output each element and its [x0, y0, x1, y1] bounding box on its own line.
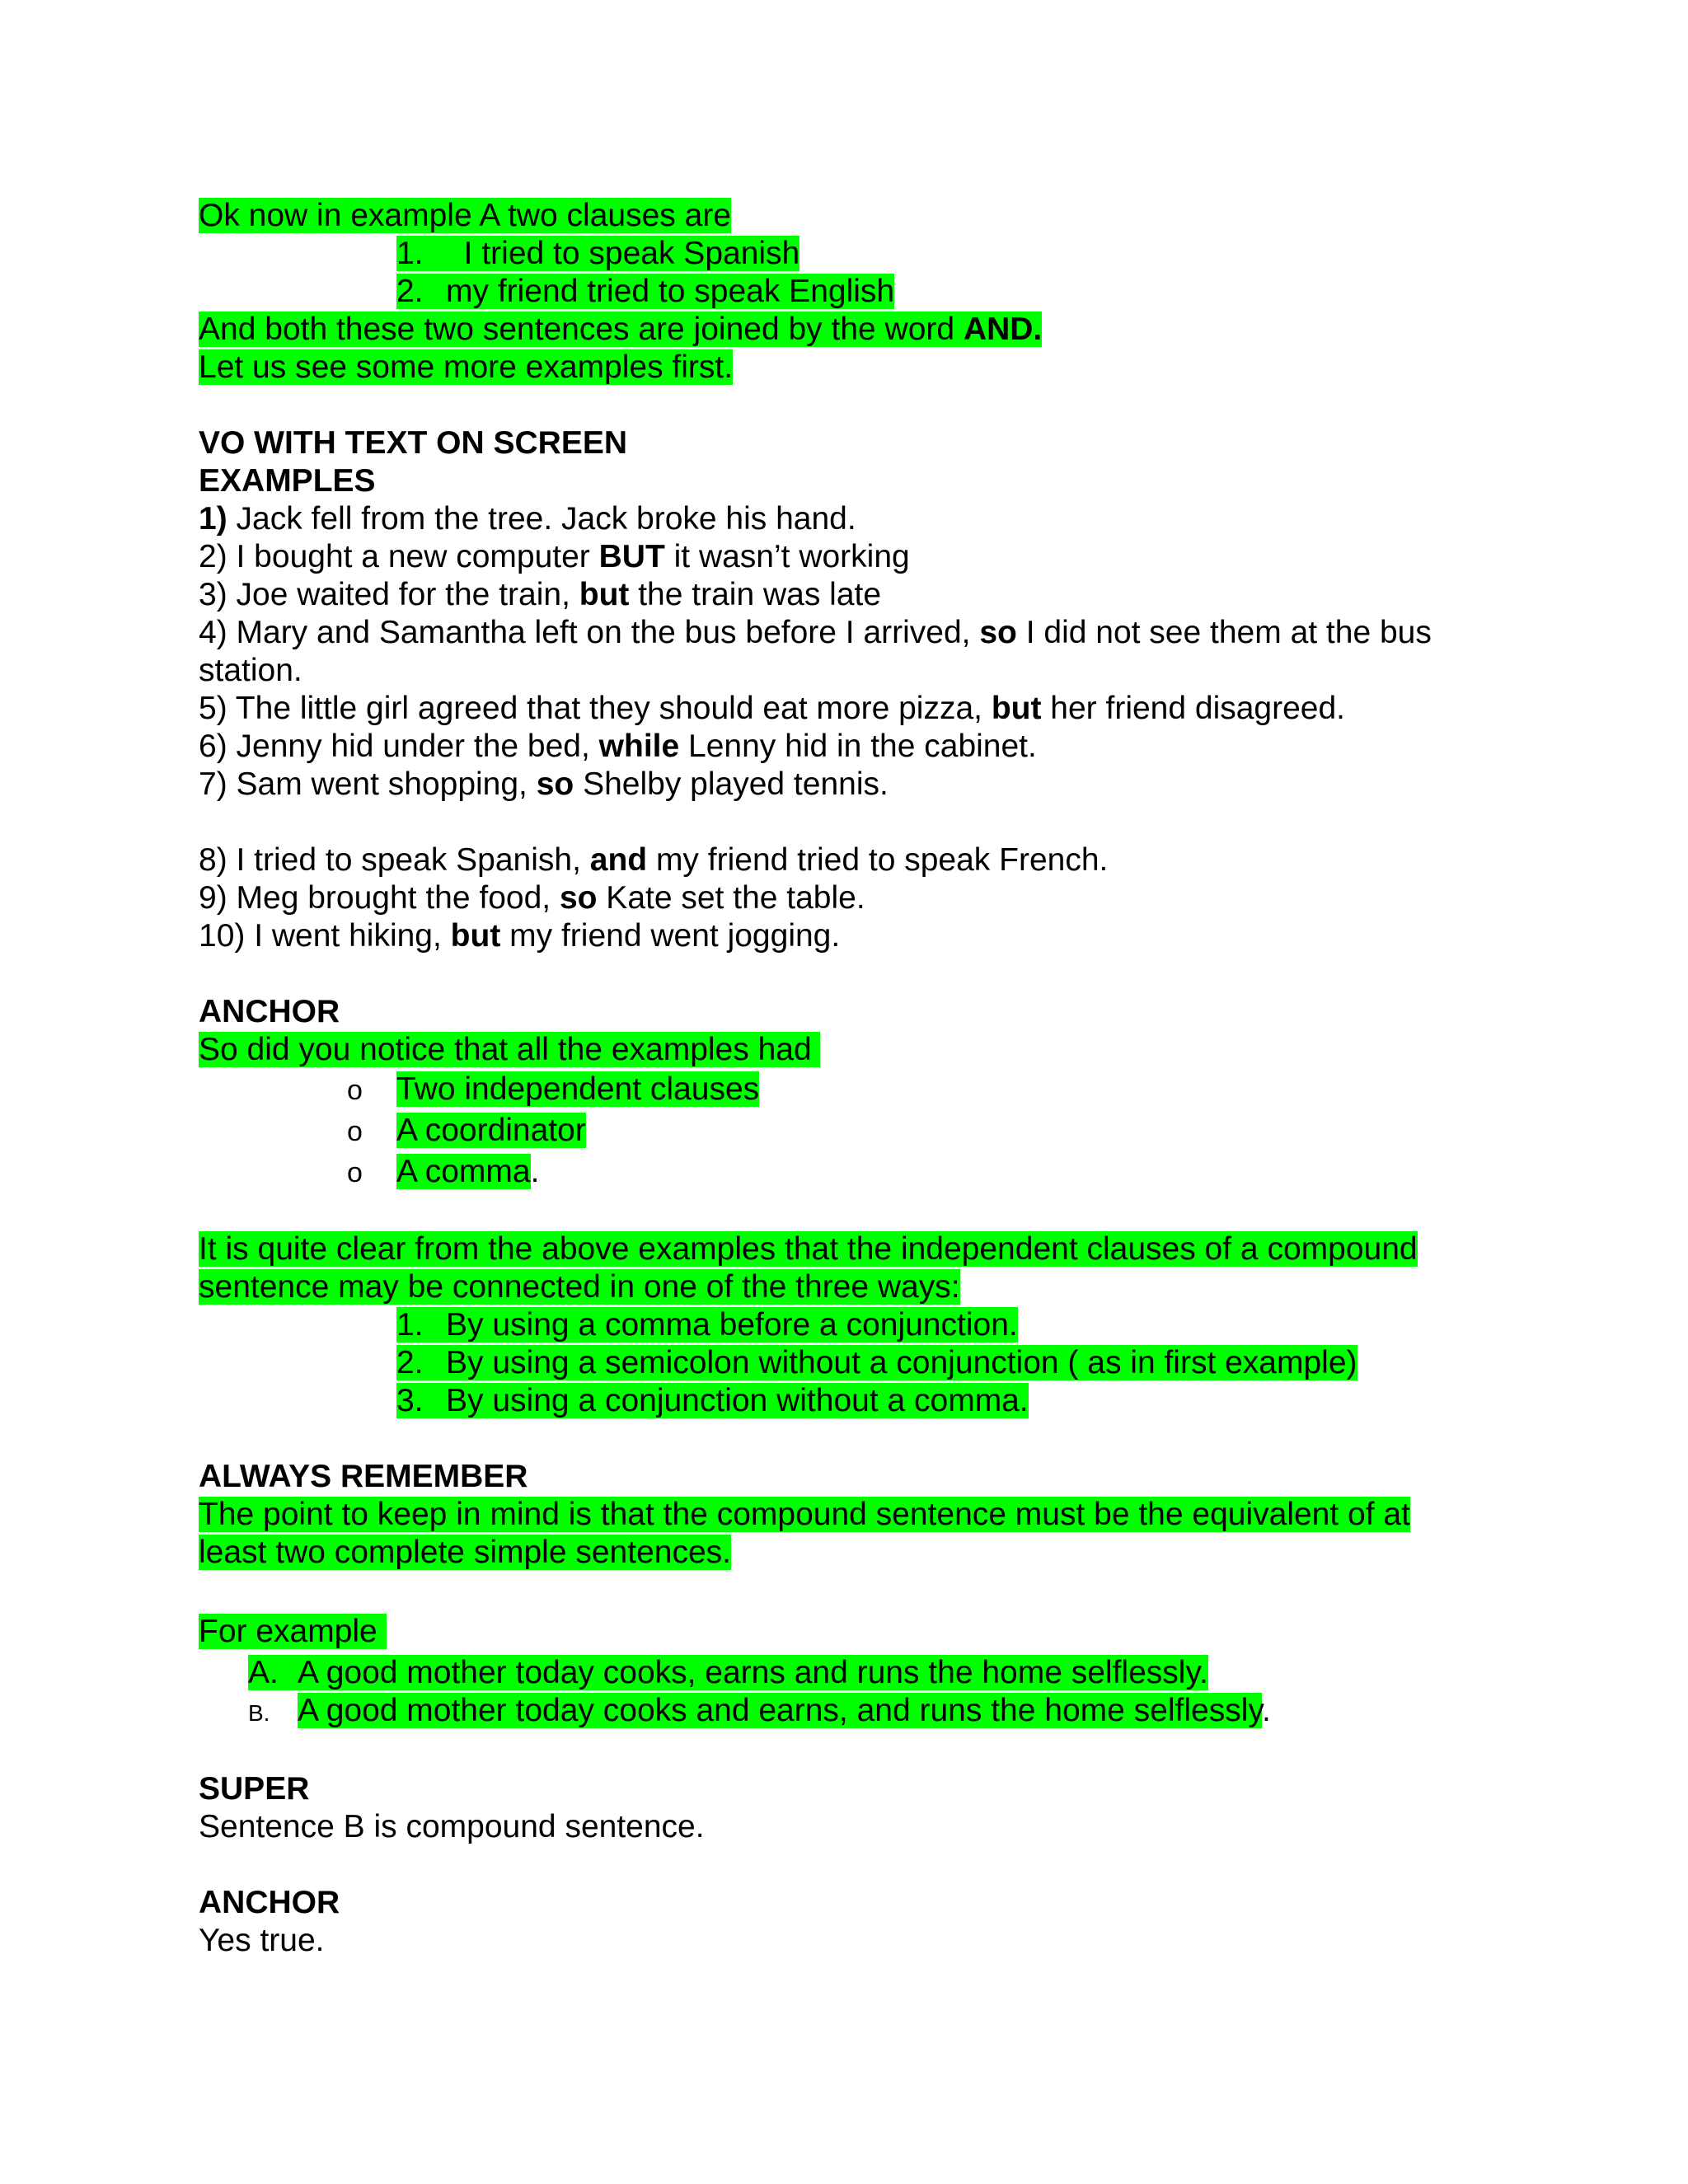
- vo-heading: VO WITH TEXT ON SCREEN: [199, 425, 628, 461]
- anchor-heading-2: ANCHOR: [199, 1885, 340, 1920]
- example-item: 4) Mary and Samantha left on the bus before I arrived, so I did not see them at the bus: [199, 615, 1432, 650]
- anchor-line-2: Yes true.: [199, 1923, 325, 1958]
- examples-list: [199, 500, 1564, 804]
- ways-item: 1. By using a comma before a conjunction.: [396, 1307, 1018, 1343]
- always-remember-heading: ALWAYS REMEMBER: [199, 1459, 528, 1494]
- super-heading: SUPER: [199, 1771, 310, 1807]
- example-a: A. A good mother today cooks, earns and runs the home selflessly.: [248, 1655, 1208, 1690]
- examples-heading: EXAMPLES: [199, 463, 376, 499]
- example-item: 7) Sam went shopping, so Shelby played tennis.: [199, 766, 889, 802]
- example-item: 8) I tried to speak Spanish, and my friend tried to speak French.: [199, 842, 1109, 878]
- bullet-icon: o: [347, 1075, 363, 1106]
- example-item: 9) Meg brought the food, so Kate set the table.: [199, 880, 865, 916]
- example-item: station.: [199, 653, 302, 688]
- bullet-item: o A comma.: [199, 1151, 1564, 1193]
- ways-item: 3. By using a conjunction without a comma.: [396, 1383, 1029, 1418]
- example-item: 5) The little girl agreed that they should eat more pizza, but her friend disagreed.: [199, 691, 1346, 726]
- clause-item: 2. my friend tried to speak English: [396, 274, 895, 309]
- example-item: 10) I went hiking, but my friend went jogging.: [199, 918, 841, 954]
- intro-more-line: Let us see some more examples first.: [199, 349, 734, 385]
- for-example-line: For example: [199, 1614, 387, 1649]
- bullet-item: o Two independent clauses: [199, 1069, 1564, 1110]
- always-remember-paragraph: The point to keep in mind is that the compound sentence must be the equivalent of at least two complete simple sentences.: [199, 1497, 1410, 1570]
- example-item: 1) Jack fell from the tree. Jack broke his hand.: [199, 501, 856, 537]
- anchor-heading: ANCHOR: [199, 994, 340, 1029]
- example-b: B. A good mother today cooks and earns, and runs the home selflessly.: [248, 1693, 1271, 1728]
- bullet-icon: o: [347, 1157, 363, 1188]
- intro-line: Ok now in example A two clauses are: [199, 198, 731, 233]
- ways-paragraph: It is quite clear from the above examples that the independent clauses of a compound sentence may be connected in one of the three ways:: [199, 1231, 1418, 1305]
- examples-list-2: [199, 841, 1564, 955]
- clause-item: 1. I tried to speak Spanish: [396, 236, 800, 271]
- anchor-line: So did you notice that all the examples had: [199, 1032, 821, 1067]
- bullet-item: o A coordinator: [199, 1110, 1564, 1151]
- example-item: 3) Joe waited for the train, but the train was late: [199, 577, 882, 612]
- example-item: 2) I bought a new computer BUT it wasn’t working: [199, 539, 910, 574]
- bullet-icon: o: [347, 1116, 363, 1147]
- super-line: Sentence B is compound sentence.: [199, 1809, 705, 1844]
- intro-and-line: And both these two sentences are joined by the word AND.: [199, 312, 1043, 347]
- ways-item: 2. By using a semicolon without a conjunction ( as in first example): [396, 1345, 1357, 1380]
- example-item: 6) Jenny hid under the bed, while Lenny hid in the cabinet.: [199, 729, 1037, 764]
